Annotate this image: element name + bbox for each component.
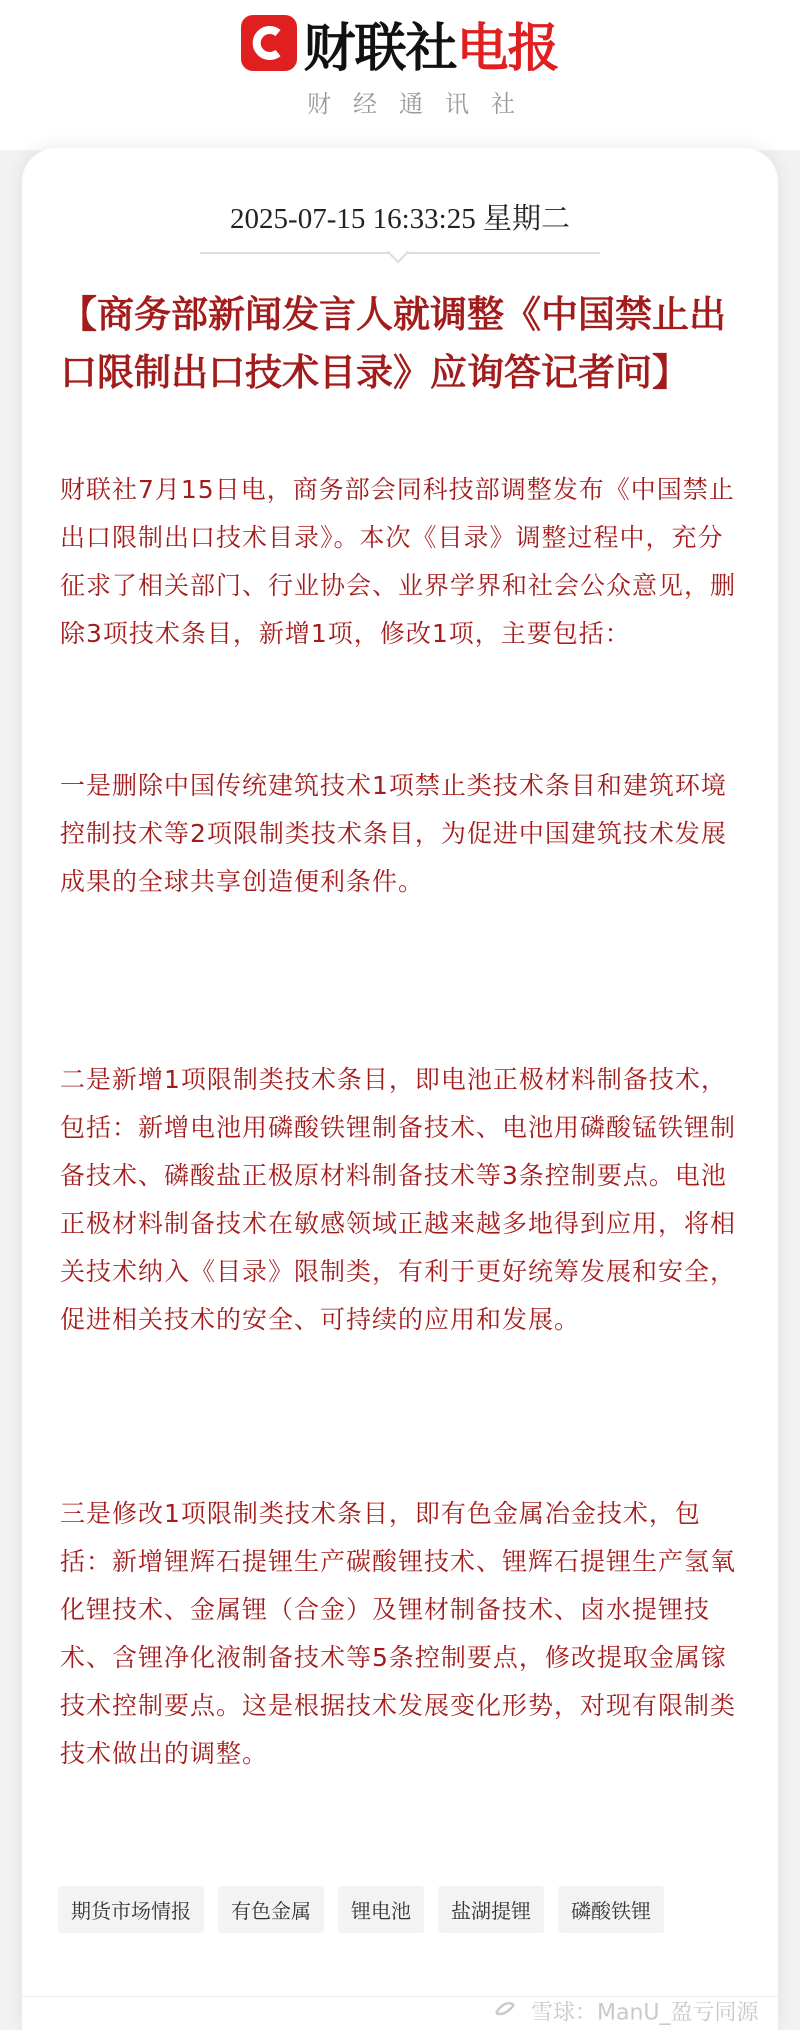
datetime-divider-notch xyxy=(387,241,410,264)
tag-lithium-battery[interactable]: 锂电池 xyxy=(338,1886,424,1933)
article-datetime: 2025-07-15 16:33:25 星期二 xyxy=(230,203,570,235)
brand-name: 财联社 xyxy=(303,18,457,79)
article-headline: 【商务部新闻发言人就调整《中国禁止出口限制出口技术目录》应询答记者问】 xyxy=(60,293,726,394)
article-paragraph-4: 三是修改1项限制类技术条目，即有色金属冶金技术，包括：新增锂辉石提锂生产碳酸锂技术、锂辉石提锂生产氢氧化锂技术、金属锂（合金）及锂材制备技术、卤水提锂技术、含锂净化液制备技术等5条控制要点，修改提取金属镓技术控制要点。这是根据技术发展变化形势，对现有限制类技术做出的调整。 xyxy=(60,1499,737,1768)
article-paragraph-1: 财联社7月15日电，商务部会同科技部调整发布《中国禁止出口限制出口技术目录》。本次《目录》调整过程中，充分征求了相关部门、行业协会、业界学界和社会公众意见，删除3项技术条目，新增1项，修改1项，主要包括： xyxy=(60,475,737,648)
snowball-icon xyxy=(492,1995,518,2027)
watermark-text: 雪球：ManU_盈亏同源 xyxy=(531,2000,759,2026)
article-paragraph-3: 二是新增1项限制类技术条目，即电池正极材料制备技术，包括：新增电池用磷酸铁锂制备技术、电池用磷酸锰铁锂制备技术、磷酸盐正极原材料制备技术等3条控制要点。电池正极材料制备技术在敏感领域正越来越多地得到应用，将相关技术纳入《目录》限制类，有利于更好统筹发展和安全，促进相关技术的安全、可持续的应用和发展。 xyxy=(60,1065,737,1334)
watermark xyxy=(492,1995,759,2027)
tag-lfp[interactable]: 磷酸铁锂 xyxy=(558,1886,664,1933)
article-paragraph-2: 一是删除中国传统建筑技术1项禁止类技术条目和建筑环境控制技术等2项限制类技术条目，为促进中国建筑技术发展成果的全球共享创造便利条件。 xyxy=(60,771,727,896)
tag-nonferrous-metals[interactable]: 有色金属 xyxy=(218,1886,324,1933)
brand-logo[interactable] xyxy=(0,8,800,78)
brand-name-highlight: 电报 xyxy=(456,18,559,79)
tag-salt-lake-lithium[interactable]: 盐湖提锂 xyxy=(438,1886,544,1933)
app-header xyxy=(0,0,800,150)
brand-subtitle: 财经通讯社 xyxy=(307,90,537,118)
tag-futures-market[interactable]: 期货市场情报 xyxy=(58,1886,204,1933)
logo-c-icon xyxy=(241,15,297,71)
tag-list xyxy=(58,1886,758,1933)
article-card xyxy=(22,148,778,2030)
